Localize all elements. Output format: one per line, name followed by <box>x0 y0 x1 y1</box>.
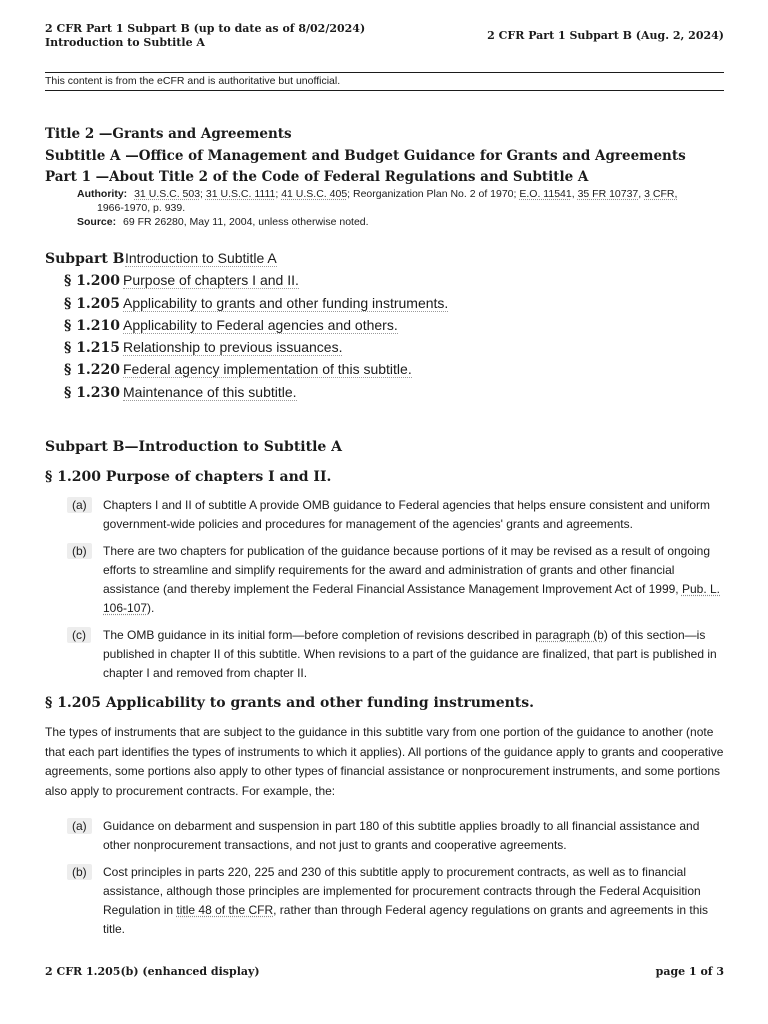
toc-section-link[interactable]: Applicability to grants and other funding instruments. <box>123 294 449 311</box>
pub-law-link[interactable]: Pub. L. 106-107 <box>103 582 721 615</box>
paragraph-tail: ). <box>147 601 155 615</box>
paragraph-text: There are two chapters for publication of the guidance because portions of it may be revised as a result of ongoing efforts to streamline and simplify requirements for the award and administration of grants and other financial assistance (and thereby implement the Federal Financial Assistance Management Improvement Act of 1999, <box>103 544 711 596</box>
document-page <box>45 0 724 1024</box>
toc-section-link[interactable]: Purpose of chapters I and II. <box>123 272 299 289</box>
toc-section-number: § 1.215 <box>64 340 121 357</box>
paragraph-text: Cost principles in parts 220, 225 and 230 of this subtitle apply to procurement contracts, as well as to financial assistance, although those principles are implemented for procurement contracts through the Federal Acquisition Regulation in <box>103 865 701 917</box>
toc-section-row <box>45 317 724 339</box>
authority-link-31usc503[interactable]: 31 U.S.C. 503 <box>134 188 201 200</box>
authority-reorg-plan: Reorganization Plan No. 2 of 1970; <box>353 188 517 200</box>
toc-subpart-number: Subpart B <box>45 251 125 267</box>
authority-link-41usc405[interactable]: 41 U.S.C. 405 <box>281 188 348 200</box>
toc-section-row <box>45 295 724 317</box>
paragraph-text: The OMB guidance in its initial form—before completion of revisions described in <box>103 628 532 642</box>
toc-section-row <box>45 272 724 294</box>
toc-section-link[interactable]: Federal agency implementation of this subtitle. <box>123 361 412 378</box>
section-1205-paragraph-b <box>45 863 724 939</box>
toc-subpart-link[interactable]: Introduction to Subtitle A <box>125 250 277 266</box>
paragraph-text: Guidance on debarment and suspension in part 180 of this subtitle applies broadly to all financial assistance and other nonprocurement transactions, and not just to grants and cooperative agreements. <box>103 819 700 852</box>
paragraph-text: Chapters I and II of subtitle A provide OMB guidance to Federal agencies that helps ensure consistent and uniform government-wide policies and procedures for management of the agencies' grants and agreements. <box>103 498 711 531</box>
authority-link-3cfr[interactable]: 3 CFR, <box>644 188 678 200</box>
source-label: Source: <box>77 216 117 228</box>
paragraph-text-cont: of this section—is published in chapter II of this subtitle. When revisions to a part of the guidance are finalized, that part is published in chapter I and removed from chapter II. <box>103 628 717 680</box>
hierarchy-block <box>45 123 724 229</box>
authoritative-notice: This content is from the eCFR and is authoritative but unofficial. <box>45 72 724 91</box>
source-text: 69 FR 26280, May 11, 2004, unless otherwise noted. <box>123 216 369 228</box>
paragraph-marker[interactable]: (b) <box>67 864 92 880</box>
section-1205-intro: The types of instruments that are subject to the guidance in this subtitle vary from one portion of the guidance to another (note that each part identifies the types of instruments to which it applies). All portions of the guidance apply to grants and cooperative agreements, some portions also apply to other types of financial assistance or nonprocurement instruments, and some portions also apply to procurement contracts. For example, the: <box>45 725 724 798</box>
toc-section-row <box>45 384 724 406</box>
toc-section-number: § 1.205 <box>64 295 121 312</box>
subtitle-heading: Subtitle A —Office of Management and Budget Guidance for Grants and Agreements <box>45 148 686 164</box>
authority-link-eo11541[interactable]: E.O. 11541 <box>519 188 572 200</box>
paragraph-text-cont: , rather than through Federal agency regulations on grants and agreements in this title. <box>103 903 709 936</box>
header-citation: 2 CFR Part 1 Subpart B (up to date as of 8/02/2024) <box>45 22 366 35</box>
section-1200-heading: § 1.200 Purpose of chapters I and II. <box>45 469 332 485</box>
section-1200-paragraph-c <box>45 626 724 683</box>
paragraph-b-link[interactable]: paragraph (b) <box>535 628 608 642</box>
toc-section-row <box>45 339 724 361</box>
toc-section-number: § 1.210 <box>64 317 121 334</box>
footer-citation: 2 CFR 1.205(b) (enhanced display) <box>45 965 260 978</box>
part-heading: Part 1 —About Title 2 of the Code of Federal Regulations and Subtitle A <box>45 169 589 185</box>
section-1205-heading: § 1.205 Applicability to grants and other funding instruments. <box>45 695 535 711</box>
running-header-left <box>45 22 365 50</box>
toc-section-link[interactable]: Applicability to Federal agencies and others. <box>123 316 398 333</box>
toc-subpart <box>45 250 724 272</box>
title-48-link[interactable]: title 48 of the CFR <box>176 903 274 917</box>
footer-page-number: page 1 of 3 <box>655 965 724 978</box>
paragraph-marker[interactable]: (a) <box>67 818 92 834</box>
toc-section-link[interactable]: Relationship to previous issuances. <box>123 339 343 356</box>
paragraph-marker[interactable]: (a) <box>67 497 92 513</box>
toc-section-number: § 1.220 <box>64 362 121 379</box>
section-1200-paragraph-a <box>45 496 724 534</box>
toc-section-row <box>45 361 724 383</box>
paragraph-marker[interactable]: (b) <box>67 543 92 559</box>
running-header-right: 2 CFR Part 1 Subpart B (Aug. 2, 2024) <box>487 29 724 42</box>
table-of-contents <box>45 250 724 406</box>
header-subpart-title: Introduction to Subtitle A <box>45 36 205 49</box>
toc-section-number: § 1.230 <box>64 384 121 401</box>
authority-label: Authority: <box>77 188 128 200</box>
regulation-content <box>45 437 724 947</box>
title-heading: Title 2 —Grants and Agreements <box>45 126 292 142</box>
subpart-heading: Subpart B—Introduction to Subtitle A <box>45 439 343 455</box>
section-1205-paragraph-a <box>45 817 724 855</box>
authority-link-35fr10737[interactable]: 35 FR 10737 <box>577 188 639 200</box>
paragraph-marker[interactable]: (c) <box>67 627 91 643</box>
section-1200-paragraph-b <box>45 542 724 618</box>
toc-section-link[interactable]: Maintenance of this subtitle. <box>123 383 297 400</box>
source-note <box>45 215 724 229</box>
authority-link-31usc1111[interactable]: 31 U.S.C. 1111 <box>205 188 276 200</box>
authority-note: Authority: 31 U.S.C. 503; 31 U.S.C. 1111; 41 U.S.C. 405; Reorganization Plan No. 2 of 1970; E.O. 11541, 35 FR 10737, 3 CFR, 1966-1970, p. 939. <box>45 187 724 215</box>
authority-continuation: 1966-1970, p. 939. <box>97 202 186 214</box>
toc-section-number: § 1.200 <box>64 273 121 290</box>
